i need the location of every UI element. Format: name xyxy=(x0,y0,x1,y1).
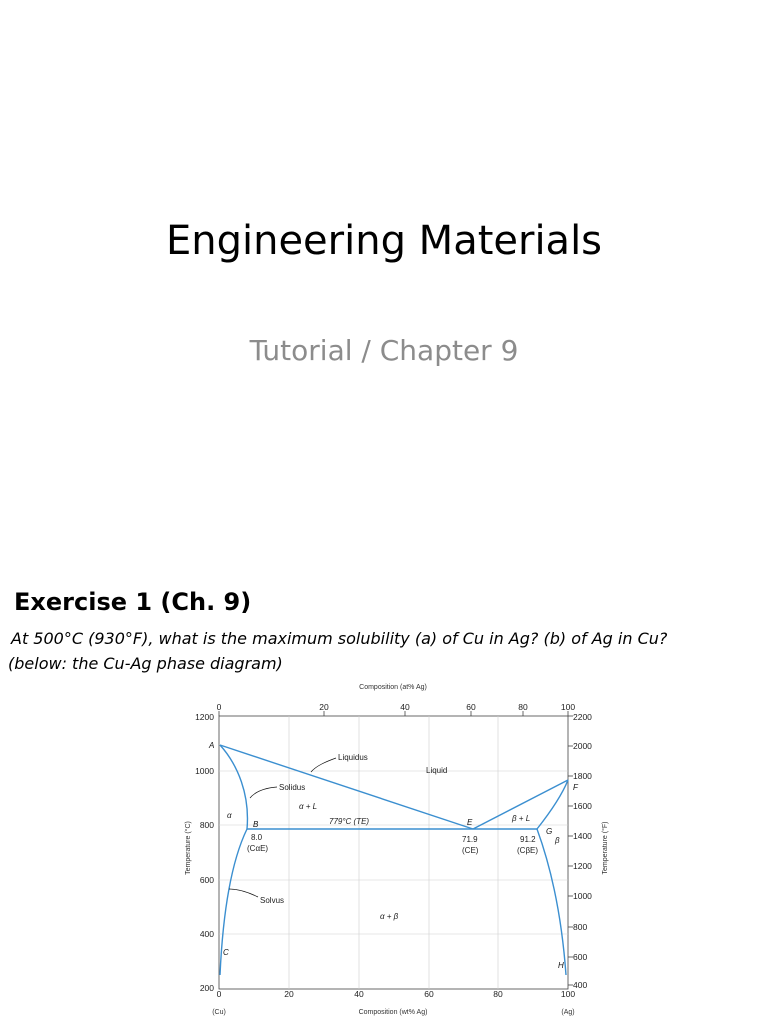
exercise-heading: Exercise 1 (Ch. 9) xyxy=(14,588,252,616)
phase-boundaries xyxy=(220,745,568,975)
top-tick-label: 100 xyxy=(560,702,576,712)
exercise-question: At 500°C (930°F), what is the maximum solubility (a) of Cu in Ag? (b) of Ag in Cu? xyxy=(11,629,668,648)
bottom-tick-label: 0 xyxy=(216,989,222,999)
bottom-axis-title: Composition (wt% Ag) xyxy=(358,1009,428,1016)
plot-frame xyxy=(219,716,568,989)
solidus-left-curve xyxy=(220,745,247,829)
right-tick-label: 2000 xyxy=(573,741,592,751)
top-axis-title: Composition (at% Ag) xyxy=(359,684,427,691)
point-h-label: H xyxy=(558,961,564,970)
left-tick-label: 400 xyxy=(199,929,214,939)
right-tick-label: 1600 xyxy=(573,801,592,811)
grid xyxy=(219,716,568,989)
bottom-tick-label: 20 xyxy=(284,989,294,999)
right-tick-label: 600 xyxy=(573,952,588,962)
bottom-axis-right-end: (Ag) xyxy=(561,1009,575,1016)
solvus-right-curve xyxy=(537,829,566,975)
left-tick-label: 600 xyxy=(199,875,214,885)
alpha-plus-liquid-label: α + L xyxy=(299,802,318,811)
right-tick-label: 1800 xyxy=(573,771,592,781)
beta-region-label: β xyxy=(555,836,560,845)
point-e-subscript: (CE) xyxy=(462,846,479,855)
bottom-tick-label: 100 xyxy=(560,989,576,999)
slide-subtitle: Tutorial / Chapter 9 xyxy=(249,334,519,367)
point-b-value: 8.0 xyxy=(251,833,263,842)
point-a-label: A xyxy=(209,741,215,750)
bottom-tick-label: 60 xyxy=(424,989,434,999)
cu-ag-phase-diagram xyxy=(0,675,768,1020)
top-tick-label: 0 xyxy=(216,702,222,712)
bottom-axis-left-end: (Cu) xyxy=(212,1009,226,1016)
top-tick-label: 40 xyxy=(400,702,410,712)
point-f-label: F xyxy=(573,783,578,792)
point-b-label: B xyxy=(253,820,259,829)
top-tick-label: 60 xyxy=(466,702,476,712)
right-axis-ticks xyxy=(568,716,573,985)
top-axis-ticks xyxy=(219,711,568,716)
right-tick-label: 1000 xyxy=(573,891,592,901)
right-tick-label: 1200 xyxy=(573,861,592,871)
alpha-plus-beta-label: α + β xyxy=(380,912,399,921)
point-e-value: 71.9 xyxy=(462,835,478,844)
top-tick-label: 20 xyxy=(319,702,329,712)
point-g-value: 91.2 xyxy=(520,835,536,844)
point-e-label: E xyxy=(467,818,473,827)
right-tick-label: 800 xyxy=(573,922,588,932)
liquid-label: Liquid xyxy=(426,766,448,775)
right-tick-label: 1400 xyxy=(573,831,592,841)
point-g-subscript: (CβE) xyxy=(517,846,539,855)
left-tick-label: 200 xyxy=(199,983,214,993)
alpha-region-label: α xyxy=(227,811,232,820)
right-tick-label: 2200 xyxy=(573,712,592,722)
liquidus-label: Liquidus xyxy=(338,753,368,762)
eutectic-temperature-label: 779°C (TE) xyxy=(329,817,370,826)
diagram-note: (below: the Cu-Ag phase diagram) xyxy=(8,654,283,673)
solvus-label: Solvus xyxy=(260,896,285,905)
point-b-subscript: (CαE) xyxy=(247,844,269,853)
slide-title: Engineering Materials xyxy=(165,218,603,264)
right-axis-title: Temperature (°F) xyxy=(602,821,609,875)
point-g-label: G xyxy=(546,827,553,836)
top-tick-label: 80 xyxy=(518,702,528,712)
left-axis-title: Temperature (°C) xyxy=(185,821,192,875)
left-tick-label: 1200 xyxy=(195,712,214,722)
left-tick-label: 800 xyxy=(199,820,214,830)
solidus-label: Solidus xyxy=(279,783,306,792)
bottom-tick-label: 80 xyxy=(493,989,503,999)
beta-plus-liquid-label: β + L xyxy=(512,814,531,823)
left-tick-label: 1000 xyxy=(195,766,214,776)
point-c-label: C xyxy=(223,948,229,957)
right-tick-label: 400 xyxy=(573,980,588,990)
bottom-tick-label: 40 xyxy=(354,989,364,999)
